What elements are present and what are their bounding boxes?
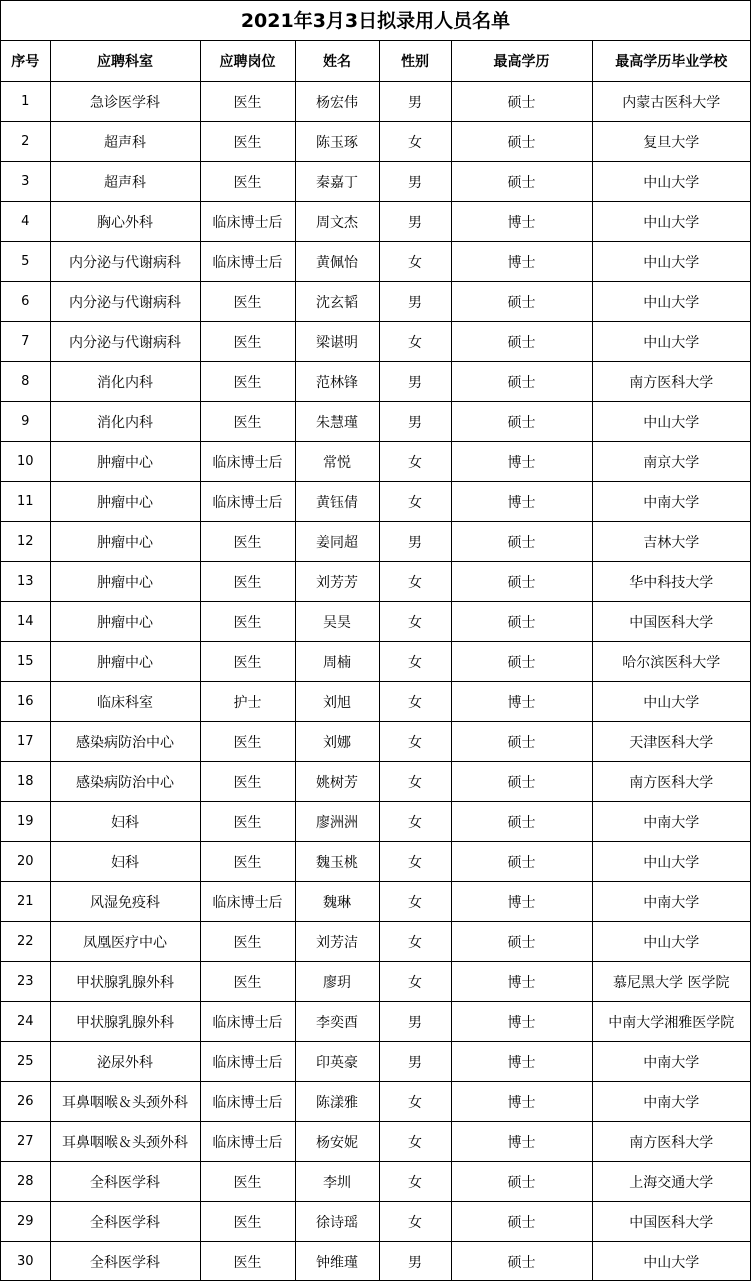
cell-index: 13 [1,562,50,602]
cell-school: 中国医科大学 [592,1202,750,1242]
cell-school: 中山大学 [592,682,750,722]
cell-name: 徐诗瑶 [295,1202,379,1242]
cell-index: 19 [1,802,50,842]
cell-gender: 女 [379,1122,451,1162]
cell-index: 6 [1,282,50,322]
cell-name: 钟维瑾 [295,1242,379,1281]
cell-degree: 博士 [451,482,592,522]
cell-position: 医生 [200,922,295,962]
cell-school: 中山大学 [592,202,750,242]
cell-gender: 女 [379,722,451,762]
cell-index: 18 [1,762,50,802]
cell-department: 妇科 [50,802,200,842]
cell-degree: 硕士 [451,642,592,682]
cell-name: 刘旭 [295,682,379,722]
cell-school: 内蒙古医科大学 [592,82,750,122]
cell-department: 肿瘤中心 [50,602,200,642]
cell-school: 中山大学 [592,322,750,362]
cell-department: 内分泌与代谢病科 [50,322,200,362]
table-row [1,962,750,1002]
table-row [1,882,750,922]
cell-school: 天津医科大学 [592,722,750,762]
table-row [1,242,750,282]
cell-school: 中南大学 [592,882,750,922]
table-row [1,1082,750,1122]
cell-position: 医生 [200,322,295,362]
table-row [1,522,750,562]
cell-department: 全科医学科 [50,1162,200,1202]
header-position: 应聘岗位 [200,41,295,82]
table-row [1,362,750,402]
table-row [1,1042,750,1082]
cell-department: 耳鼻咽喉＆头颈外科 [50,1082,200,1122]
cell-name: 刘芳洁 [295,922,379,962]
cell-index: 5 [1,242,50,282]
table-row [1,1162,750,1202]
cell-name: 廖洲洲 [295,802,379,842]
cell-position: 医生 [200,722,295,762]
table-row [1,482,750,522]
cell-department: 感染病防治中心 [50,762,200,802]
cell-department: 临床科室 [50,682,200,722]
cell-position: 临床博士后 [200,482,295,522]
cell-index: 15 [1,642,50,682]
cell-position: 临床博士后 [200,242,295,282]
cell-position: 临床博士后 [200,202,295,242]
cell-position: 医生 [200,1202,295,1242]
cell-index: 29 [1,1202,50,1242]
cell-gender: 女 [379,1082,451,1122]
cell-school: 中山大学 [592,922,750,962]
cell-index: 8 [1,362,50,402]
cell-index: 21 [1,882,50,922]
cell-gender: 男 [379,1002,451,1042]
cell-gender: 男 [379,1242,451,1281]
table-row [1,922,750,962]
cell-gender: 女 [379,1202,451,1242]
cell-position: 医生 [200,802,295,842]
cell-school: 中国医科大学 [592,602,750,642]
cell-gender: 女 [379,242,451,282]
document-title: 2021年3月3日拟录用人员名单 [1,1,750,41]
cell-position: 医生 [200,362,295,402]
cell-position: 医生 [200,562,295,602]
cell-department: 超声科 [50,122,200,162]
table-row [1,802,750,842]
cell-school: 复旦大学 [592,122,750,162]
cell-school: 慕尼黑大学 医学院 [592,962,750,1002]
cell-department: 全科医学科 [50,1202,200,1242]
cell-position: 护士 [200,682,295,722]
cell-name: 姜同超 [295,522,379,562]
cell-position: 医生 [200,82,295,122]
cell-position: 医生 [200,282,295,322]
cell-school: 吉林大学 [592,522,750,562]
table-row [1,122,750,162]
table-row [1,602,750,642]
cell-gender: 女 [379,482,451,522]
table-row [1,1122,750,1162]
cell-department: 内分泌与代谢病科 [50,242,200,282]
cell-department: 甲状腺乳腺外科 [50,962,200,1002]
cell-department: 急诊医学科 [50,82,200,122]
cell-position: 临床博士后 [200,1082,295,1122]
cell-name: 常悦 [295,442,379,482]
cell-degree: 硕士 [451,722,592,762]
cell-school: 南方医科大学 [592,762,750,802]
table-row [1,202,750,242]
cell-school: 中南大学 [592,482,750,522]
table-row [1,642,750,682]
cell-gender: 女 [379,762,451,802]
cell-name: 刘娜 [295,722,379,762]
cell-position: 医生 [200,1162,295,1202]
cell-index: 27 [1,1122,50,1162]
cell-department: 甲状腺乳腺外科 [50,1002,200,1042]
header-department: 应聘科室 [50,41,200,82]
header-name: 姓名 [295,41,379,82]
cell-department: 肿瘤中心 [50,482,200,522]
cell-school: 中山大学 [592,162,750,202]
cell-name: 吴昊 [295,602,379,642]
table-row [1,562,750,602]
cell-school: 南京大学 [592,442,750,482]
cell-position: 医生 [200,522,295,562]
cell-degree: 硕士 [451,1202,592,1242]
cell-name: 印英豪 [295,1042,379,1082]
cell-name: 周文杰 [295,202,379,242]
cell-index: 17 [1,722,50,762]
cell-index: 25 [1,1042,50,1082]
cell-name: 姚树芳 [295,762,379,802]
cell-name: 黄佩怡 [295,242,379,282]
table-row [1,282,750,322]
cell-department: 泌尿外科 [50,1042,200,1082]
cell-name: 黄钰倩 [295,482,379,522]
cell-name: 廖玥 [295,962,379,1002]
cell-department: 胸心外科 [50,202,200,242]
cell-index: 10 [1,442,50,482]
cell-degree: 博士 [451,442,592,482]
cell-degree: 硕士 [451,762,592,802]
cell-index: 16 [1,682,50,722]
cell-index: 22 [1,922,50,962]
cell-position: 医生 [200,842,295,882]
table-row [1,1242,750,1281]
cell-department: 内分泌与代谢病科 [50,282,200,322]
cell-position: 医生 [200,162,295,202]
cell-degree: 硕士 [451,82,592,122]
cell-name: 杨安妮 [295,1122,379,1162]
cell-school: 中山大学 [592,242,750,282]
cell-school: 中南大学 [592,802,750,842]
cell-gender: 女 [379,1162,451,1202]
cell-degree: 博士 [451,1082,592,1122]
cell-degree: 博士 [451,962,592,1002]
cell-index: 28 [1,1162,50,1202]
cell-position: 医生 [200,642,295,682]
cell-gender: 男 [379,202,451,242]
header-school: 最高学历毕业学校 [592,41,750,82]
cell-degree: 硕士 [451,802,592,842]
table-row [1,1002,750,1042]
cell-gender: 女 [379,962,451,1002]
table-row [1,162,750,202]
cell-degree: 硕士 [451,402,592,442]
cell-name: 梁谌明 [295,322,379,362]
cell-position: 医生 [200,762,295,802]
cell-degree: 硕士 [451,922,592,962]
cell-index: 2 [1,122,50,162]
cell-index: 12 [1,522,50,562]
cell-degree: 硕士 [451,122,592,162]
cell-department: 全科医学科 [50,1242,200,1281]
cell-index: 7 [1,322,50,362]
cell-degree: 硕士 [451,282,592,322]
header-index: 序号 [1,41,50,82]
cell-department: 感染病防治中心 [50,722,200,762]
cell-degree: 博士 [451,682,592,722]
cell-department: 肿瘤中心 [50,522,200,562]
cell-school: 南方医科大学 [592,362,750,402]
cell-department: 耳鼻咽喉＆头颈外科 [50,1122,200,1162]
cell-degree: 硕士 [451,522,592,562]
cell-department: 妇科 [50,842,200,882]
cell-degree: 博士 [451,1002,592,1042]
table-row [1,762,750,802]
cell-position: 临床博士后 [200,882,295,922]
table-row [1,842,750,882]
cell-school: 哈尔滨医科大学 [592,642,750,682]
cell-school: 中南大学 [592,1082,750,1122]
cell-name: 杨宏伟 [295,82,379,122]
table-row [1,442,750,482]
cell-name: 范林锋 [295,362,379,402]
cell-gender: 男 [379,282,451,322]
cell-position: 医生 [200,1242,295,1281]
cell-department: 消化内科 [50,362,200,402]
cell-gender: 男 [379,362,451,402]
cell-name: 陈玉琢 [295,122,379,162]
cell-school: 上海交通大学 [592,1162,750,1202]
cell-name: 秦嘉丁 [295,162,379,202]
cell-position: 医生 [200,122,295,162]
cell-index: 3 [1,162,50,202]
cell-name: 朱慧瑾 [295,402,379,442]
header-gender: 性别 [379,41,451,82]
cell-index: 30 [1,1242,50,1281]
cell-degree: 硕士 [451,562,592,602]
cell-degree: 硕士 [451,362,592,402]
cell-school: 南方医科大学 [592,1122,750,1162]
cell-gender: 女 [379,842,451,882]
table-row [1,82,750,122]
cell-school: 中山大学 [592,402,750,442]
cell-gender: 男 [379,402,451,442]
cell-gender: 女 [379,602,451,642]
cell-department: 消化内科 [50,402,200,442]
cell-position: 临床博士后 [200,1002,295,1042]
cell-position: 医生 [200,962,295,1002]
cell-index: 24 [1,1002,50,1042]
cell-index: 4 [1,202,50,242]
cell-department: 凤凰医疗中心 [50,922,200,962]
cell-gender: 女 [379,322,451,362]
cell-gender: 男 [379,1042,451,1082]
header-row [1,41,750,82]
cell-index: 14 [1,602,50,642]
cell-gender: 男 [379,522,451,562]
cell-school: 中山大学 [592,282,750,322]
hire-list-table [1,41,750,1281]
cell-department: 风湿免疫科 [50,882,200,922]
cell-gender: 男 [379,162,451,202]
cell-name: 魏玉桃 [295,842,379,882]
cell-gender: 女 [379,642,451,682]
table-row [1,402,750,442]
cell-degree: 博士 [451,1122,592,1162]
cell-position: 医生 [200,402,295,442]
table-row [1,322,750,362]
cell-department: 肿瘤中心 [50,562,200,602]
cell-degree: 硕士 [451,162,592,202]
cell-gender: 女 [379,682,451,722]
cell-degree: 硕士 [451,842,592,882]
cell-degree: 博士 [451,242,592,282]
cell-gender: 男 [379,82,451,122]
cell-position: 医生 [200,602,295,642]
cell-school: 中山大学 [592,1242,750,1281]
cell-name: 周楠 [295,642,379,682]
cell-degree: 博士 [451,1042,592,1082]
cell-gender: 女 [379,562,451,602]
cell-index: 20 [1,842,50,882]
cell-name: 陈漾雅 [295,1082,379,1122]
table-row [1,682,750,722]
cell-department: 超声科 [50,162,200,202]
cell-name: 魏琳 [295,882,379,922]
cell-index: 11 [1,482,50,522]
cell-degree: 博士 [451,202,592,242]
cell-degree: 硕士 [451,602,592,642]
cell-gender: 女 [379,442,451,482]
cell-school: 中南大学湘雅医学院 [592,1002,750,1042]
cell-degree: 硕士 [451,1242,592,1281]
cell-name: 李圳 [295,1162,379,1202]
cell-name: 李奕酉 [295,1002,379,1042]
cell-gender: 女 [379,882,451,922]
cell-degree: 硕士 [451,322,592,362]
cell-position: 临床博士后 [200,1122,295,1162]
cell-name: 沈玄韬 [295,282,379,322]
cell-school: 中山大学 [592,842,750,882]
cell-index: 26 [1,1082,50,1122]
cell-degree: 硕士 [451,1162,592,1202]
cell-degree: 博士 [451,882,592,922]
cell-position: 临床博士后 [200,442,295,482]
cell-gender: 女 [379,922,451,962]
cell-index: 23 [1,962,50,1002]
cell-school: 华中科技大学 [592,562,750,602]
cell-position: 临床博士后 [200,1042,295,1082]
cell-school: 中南大学 [592,1042,750,1082]
cell-index: 9 [1,402,50,442]
cell-index: 1 [1,82,50,122]
cell-gender: 女 [379,122,451,162]
table-row [1,722,750,762]
cell-department: 肿瘤中心 [50,442,200,482]
table-body [1,82,750,1281]
header-degree: 最高学历 [451,41,592,82]
table-row [1,1202,750,1242]
cell-name: 刘芳芳 [295,562,379,602]
cell-department: 肿瘤中心 [50,642,200,682]
cell-gender: 女 [379,802,451,842]
